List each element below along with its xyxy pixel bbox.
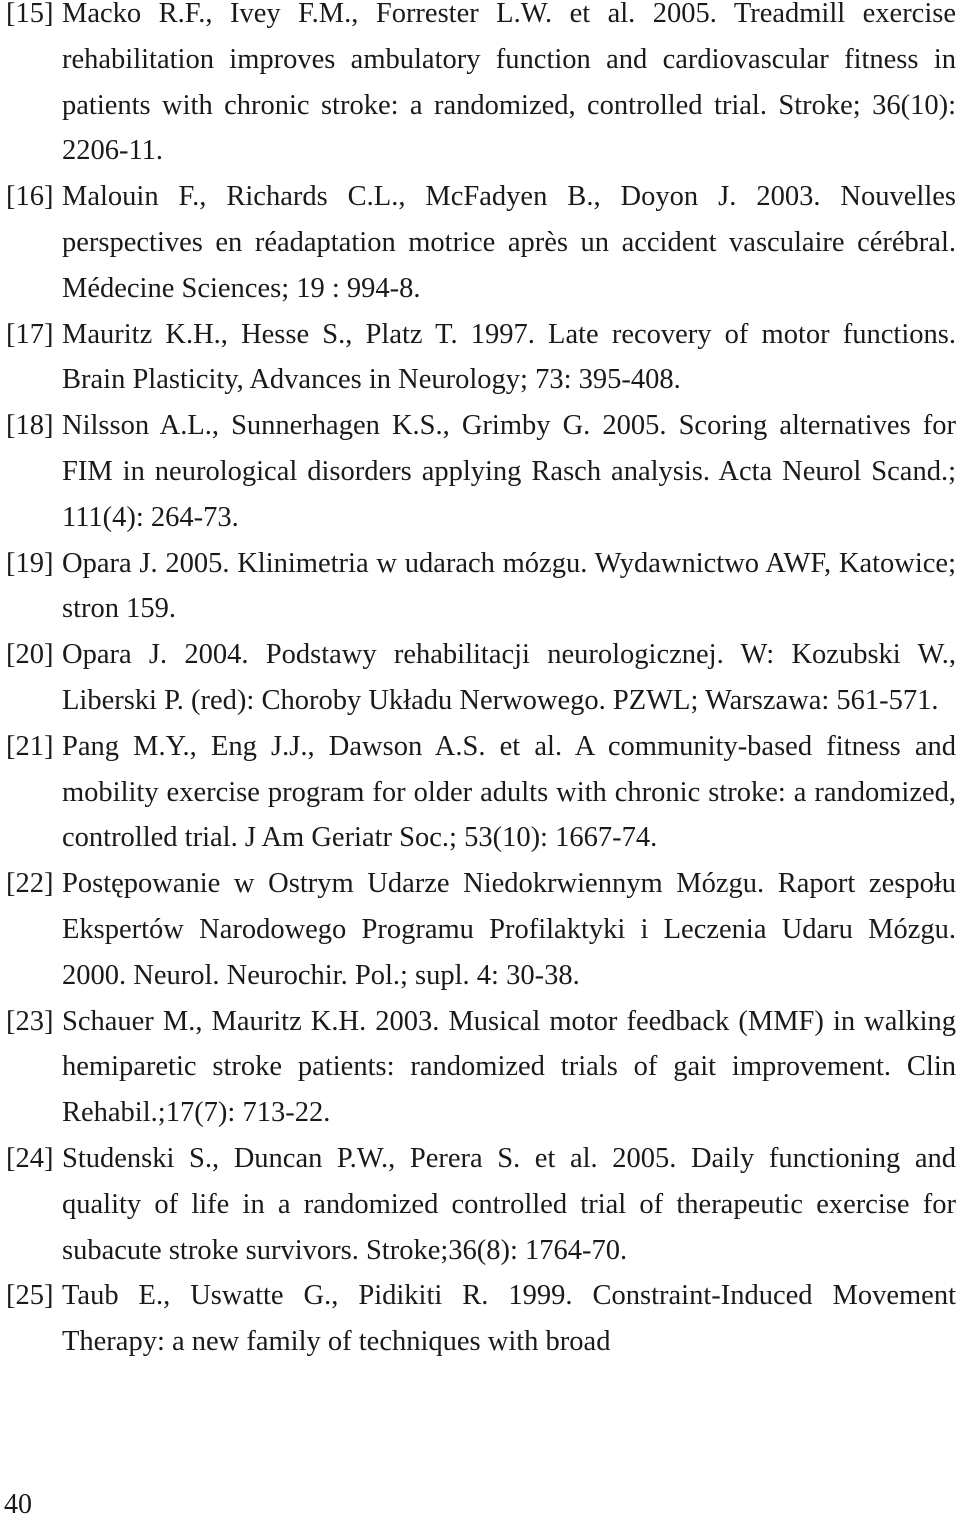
- reference-item: [6, 1136, 956, 1273]
- reference-text: Schauer M., Mauritz K.H. 2003. Musical motor feedback (MMF) in walking hemiparetic stroke patients: randomized trials of gait improvement. Clin Rehabil.;17(7): 713-22.: [62, 1005, 956, 1129]
- reference-text: Studenski S., Duncan P.W., Perera S. et al. 2005. Daily functioning and quality of life in a randomized controlled trial of therapeutic exercise for subacute stroke survivors. Stroke;36(8): 1764-70.: [62, 1142, 956, 1266]
- reference-item: [6, 174, 956, 311]
- reference-number: [19]: [6, 547, 54, 579]
- reference-number: [17]: [6, 318, 54, 350]
- page-number: 40: [4, 1489, 32, 1520]
- reference-text: Macko R.F., Ivey F.M., Forrester L.W. et al. 2005. Treadmill exercise rehabilitation improves ambulatory function and cardiovascular fitness in patients with chronic stroke: a randomized, controlled trial. Stroke; 36(10): 2206-11.: [62, 0, 956, 167]
- reference-item: [6, 632, 956, 724]
- reference-item: [6, 541, 956, 633]
- reference-text: Taub E., Uswatte G., Pidikiti R. 1999. Constraint-Induced Movement Therapy: a new family of techniques with broad: [62, 1280, 956, 1358]
- reference-item: [6, 724, 956, 861]
- reference-text: Pang M.Y., Eng J.J., Dawson A.S. et al. A community-based fitness and mobility exercise program for older adults with chronic stroke: a randomized, controlled trial. J Am Geriatr Soc.; 53(10): 1667-74.: [62, 730, 956, 854]
- reference-number: [22]: [6, 868, 54, 900]
- reference-number: [25]: [6, 1280, 54, 1312]
- reference-number: [20]: [6, 639, 54, 671]
- reference-text: Postępowanie w Ostrym Udarze Niedokrwiennym Mózgu. Raport zespołu Ekspertów Narodowego Programu Profilaktyki i Leczenia Udaru Mózgu. 2000. Neurol. Neurochir. Pol.; supl. 4: 30-38.: [62, 868, 956, 991]
- reference-text: Nilsson A.L., Sunnerhagen K.S., Grimby G. 2005. Scoring alternatives for FIM in neurological disorders applying Rasch analysis. Acta Neurol Scand.; 111(4): 264-73.: [62, 410, 956, 533]
- reference-text: Opara J. 2004. Podstawy rehabilitacji neurologicznej. W: Kozubski W., Liberski P. (red): Choroby Układu Nerwowego. PZWL; Warszawa: 561-571.: [62, 639, 956, 716]
- reference-number: [18]: [6, 410, 54, 442]
- reference-text: Mauritz K.H., Hesse S., Platz T. 1997. Late recovery of motor functions. Brain Plasticity, Advances in Neurology; 73: 395-408.: [62, 318, 956, 396]
- reference-item: [6, 312, 956, 404]
- reference-number: [21]: [6, 730, 54, 762]
- reference-number: [23]: [6, 1005, 54, 1037]
- reference-number: [15]: [6, 0, 54, 29]
- reference-item: [6, 861, 956, 998]
- reference-item: [6, 0, 956, 174]
- reference-item: [6, 999, 956, 1136]
- reference-text: Opara J. 2005. Klinimetria w udarach mózgu. Wydawnictwo AWF, Katowice; stron 159.: [62, 547, 956, 625]
- reference-item: [6, 403, 956, 540]
- reference-item: [6, 1273, 956, 1365]
- reference-text: Malouin F., Richards C.L., McFadyen B., Doyon J. 2003. Nouvelles perspectives en réadaptation motrice après un accident vasculaire cérébral. Médecine Sciences; 19 : 994-8.: [62, 181, 956, 304]
- reference-number: [24]: [6, 1142, 54, 1174]
- reference-number: [16]: [6, 181, 54, 213]
- reference-list: [6, 0, 956, 1365]
